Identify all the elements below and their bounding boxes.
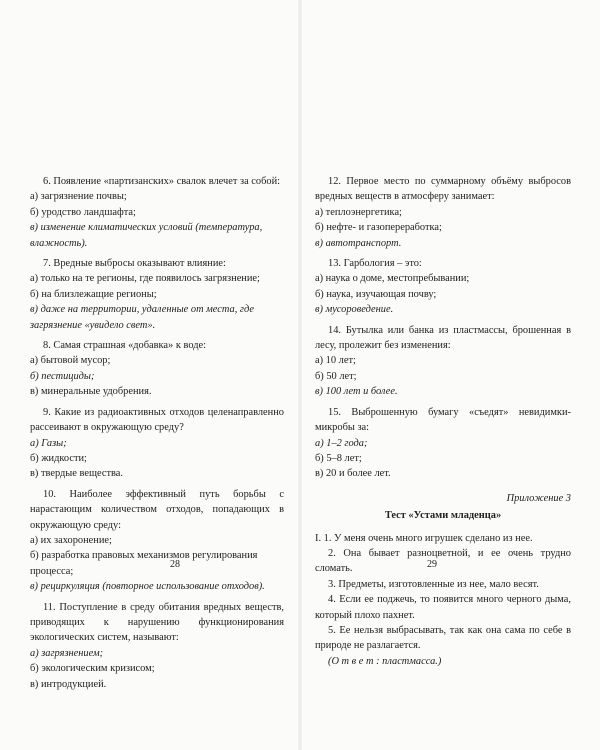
answer-option: в) автотранспорт. — [315, 237, 402, 249]
answer-option: а) 10 лет; — [315, 355, 356, 367]
answer-option: в) мусороведение. — [315, 304, 394, 316]
answer-option: в) 20 и более лет. — [315, 468, 391, 480]
answer-option: б) 50 лет; — [315, 370, 357, 382]
answer-option: б) наука, изучающая почву; — [315, 288, 437, 300]
test-title: Тест «Устами младенца» — [384, 510, 502, 522]
riddle-line: I. 1. У меня очень много игрушек сделано из нее. — [315, 532, 533, 544]
answer-option: в) интродукцией. — [30, 678, 107, 690]
page-number-right: 29 — [427, 559, 437, 570]
right-page — [300, 0, 600, 750]
answer-option: а) их захоронение; — [30, 534, 112, 546]
appendix-label: Приложение 3 — [506, 492, 571, 504]
riddle-list — [315, 531, 571, 654]
question-text: 7. Вредные выбросы оказывают влияние: — [43, 258, 226, 270]
answer-option: а) наука о доме, местопребывании; — [315, 273, 470, 285]
right-questions — [315, 174, 571, 487]
question-text: 6. Появление «партизанских» свалок влечет за собой: — [43, 176, 281, 187]
answer-option: б) 5–8 лет; — [315, 452, 362, 464]
page-number-left: 28 — [170, 559, 180, 570]
answer-option: б) на близлежащие регионы; — [30, 288, 157, 300]
question-text: 12. Первое место по суммарному объёму выбросов вредных веществ в атмосферу занимает: — [315, 176, 571, 203]
answer-option: в) даже на территории, удаленные от места, где загрязнение «увидело свет». — [30, 304, 254, 331]
answer-option: а) загрязнением; — [30, 647, 104, 659]
question-text: 11. Поступление в среду обитания вредных веществ, приводящих к нарушению функционирования экологических систем, называют: — [30, 601, 284, 644]
question-text: 8. Самая страшная «добавка» к воде: — [43, 340, 207, 352]
question-text: 15. Выброшенную бумагу «съедят» невидимки-микробы за: — [315, 406, 571, 434]
question-text: 10. Наиболее эффективный путь борьбы с нарастающим количеством отходов, попадающих в окружающую среду: — [30, 488, 284, 531]
answer-option: в) изменение климатических условий (температура, влажность). — [30, 222, 263, 249]
answer-option: б) пестициды; — [30, 370, 95, 382]
answer-option: а) 1–2 года; — [315, 437, 368, 449]
question-text: 13. Гарбология – это: — [328, 258, 422, 270]
left-column — [30, 174, 284, 697]
answer-option: б) разработка правовых механизмов регулирования процесса; — [30, 550, 258, 577]
answer-option: б) уродство ландшафта; — [30, 206, 136, 218]
right-column — [315, 174, 571, 669]
answer-option: в) твердые вещества. — [30, 468, 123, 480]
riddle-line: 2. Она бывает разноцветной, и ее очень трудно сломать. — [315, 547, 571, 575]
answer-option: б) нефте- и газопереработка; — [315, 222, 442, 234]
answer-option: а) загрязнение почвы; — [30, 191, 127, 203]
answer-option: в) рециркуляция (повторное использование отходов). — [30, 581, 265, 593]
answer-option: а) бытовой мусор; — [30, 355, 111, 367]
answer-option: в) минеральные удобрения. — [30, 386, 152, 398]
question-text: 9. Какие из радиоактивных отходов целенаправленно рассеивают в окружающую среду? — [30, 406, 284, 434]
question-text: 14. Бутылка или банка из пластмассы, брошенная в лесу, пролежит без изменения: — [315, 324, 571, 352]
riddle-line: 4. Если ее поджечь, то появится много черного дыма, который плохо пахнет. — [315, 594, 571, 621]
riddle-line: 5. Ее нельзя выбрасывать, так как она сама по себе в природе не разлагается. — [315, 624, 571, 652]
answer-option: а) Газы; — [30, 437, 67, 449]
answer-option: б) экологическим кризисом; — [30, 663, 155, 675]
answer-option: а) только на те регионы, где появилось загрязнение; — [30, 273, 260, 285]
riddle-line: 3. Предметы, изготовленные из нее, мало весят. — [328, 578, 539, 590]
answer-option: а) теплоэнергетика; — [315, 206, 402, 218]
answer-option: б) жидкости; — [30, 452, 87, 464]
answer-option: в) 100 лет и более. — [315, 386, 398, 398]
riddle-answer: (О т в е т : пластмасса.) — [328, 655, 442, 667]
